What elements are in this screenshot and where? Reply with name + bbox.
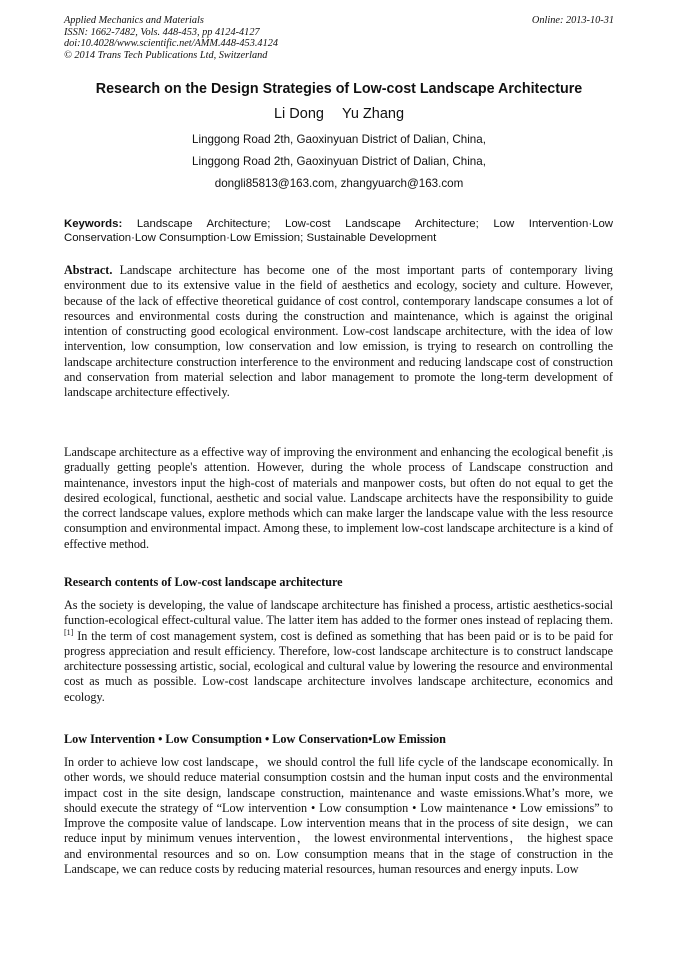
- online-date: Online: 2013-10-31: [531, 15, 614, 26]
- keywords-block: [64, 217, 613, 245]
- keywords-text: Landscape Architecture; Low-cost Landscape Architecture; Low Intervention·Low Conservation·Low Consumption·Low Emission; Sustainable Development: [64, 218, 614, 244]
- issn-line: ISSN: 1662-7482, Vols. 448-453, pp 4124-4127: [64, 26, 260, 38]
- journal-name: Applied Mechanics and Materials: [64, 15, 204, 26]
- author-list: [0, 106, 678, 122]
- copyright-line: © 2014 Trans Tech Publications Ltd, Switzerland: [64, 49, 268, 61]
- section-paragraph: In order to achieve low cost landscape，we should control the full life cycle of the landscape economically. In other words, we should reduce material consumption costsin and the human input costs and the environmental impact cost in the site design, landscape construction, maintenance and waste emissions.What’s more, we should execute the strategy of “Low intervention • Low consumption • Low maintenance • Low emissions” to Improve the composite value of landscape. Low intervention means that in the process of site design，we can reduce input by minimum venues intervention， the lowest environmental interventions， the highest space and environmental resources and so on. Low consumption means that in the stage of construction in the Landscape, we can reduce costs by reducing material resources, human resources and energy inputs. Low: [64, 755, 613, 876]
- affiliation: Linggong Road 2th, Gaoxinyuan District of Dalian, China,: [192, 155, 486, 168]
- section-text: As the society is developing, the value of landscape architecture has finished a process, artistic aesthetics-social function-ecological effect-cultural value. The latter item has added to the former ones instead of replacing them.: [64, 598, 613, 628]
- journal-header: [64, 15, 614, 61]
- abstract-label: Abstract.: [64, 263, 113, 277]
- intro-paragraph: Landscape architecture as a effective way of improving the environment and enhancing the ecological benefit ,is gradually getting people's attention. However, during the whole process of Landscape construction and maintenance, investors input the high-cost of materials and manpower costs, but often do not equal to get the desired ecological, functional, aesthetic and social value. Landscape architects have the responsibility to guide the correct landscape values, explore methods which can make larger the landscape value with the less resource consumption and environmental impact. Among these, to implement low-cost landscape architecture is a kind of effective method.: [64, 445, 613, 551]
- section-text: In the term of cost management system, cost is defined as something that has been paid or is to be paid for progress appreciation and result efficiency. Therefore, low-cost landscape architecture is to construct landscape architecture possessing artistic, social, ecological and cultural value by lowering the resource and environmental cost as much as possible. Low-cost landscape architecture involves landscape architecture, economics and ecology.: [64, 628, 613, 704]
- author-name: Yu Zhang: [341, 106, 405, 122]
- author-name: Li Dong: [273, 106, 324, 122]
- affiliation: Linggong Road 2th, Gaoxinyuan District of Dalian, China,: [192, 133, 486, 146]
- section-paragraph: [64, 598, 613, 705]
- author-emails[interactable]: dongli85813@163.com, zhangyuarch@163.com: [214, 177, 464, 190]
- section-heading: Research contents of Low-cost landscape architecture: [64, 575, 343, 589]
- doi-line[interactable]: doi:10.4028/www.scientific.net/AMM.448-453.4124: [64, 38, 279, 50]
- abstract-text: Landscape architecture has become one of the most important parts of contemporary living environment due to its extensive value in the field of aesthetics and ecology, society and culture. However, because of the lack of effective theoretical guidance of cost control, contemporary landscape consumes a lot of resources and environmental costs during the construction and maintenance, which is against the original intention of constructing good ecological environment. Low-cost landscape architecture, with the idea of low intervention, low consumption, low conservation and low emission, is trying to research on controlling the landscape architecture construction interference to the environment and reducing landscape cost of construction and conservation from material selection and labor management to promote the long-term development of landscape architecture effectively.: [64, 263, 614, 399]
- citation-ref[interactable]: [1]: [64, 627, 74, 637]
- abstract-paragraph: [64, 263, 613, 400]
- keywords-label: Keywords:: [64, 218, 123, 230]
- section-heading: Low Intervention • Low Consumption • Low Conservation•Low Emission: [64, 732, 446, 746]
- paper-title: Research on the Design Strategies of Low-cost Landscape Architecture: [95, 81, 583, 97]
